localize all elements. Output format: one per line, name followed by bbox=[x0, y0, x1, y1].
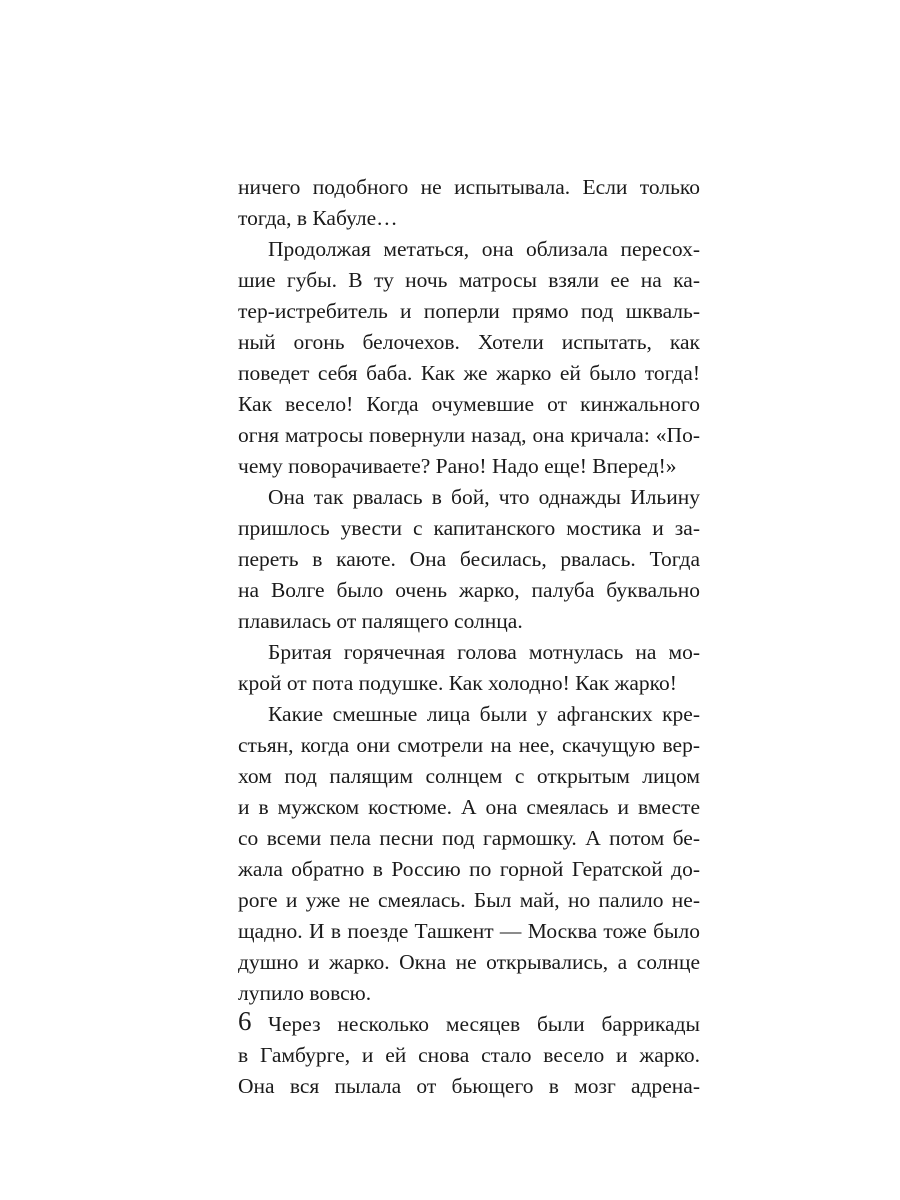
text-line: стьян, когда они смотрели на нее, скачущую вер- bbox=[238, 733, 700, 757]
text-line: со всеми пела песни под гармошку. А потом бе- bbox=[238, 826, 700, 850]
text-line: Бритая горячечная голова мотнулась на мо- bbox=[268, 640, 700, 664]
text-line: тогда, в Кабуле… bbox=[238, 206, 398, 230]
text-line: на Волге было очень жарко, палуба буквально bbox=[238, 578, 700, 602]
text-line: тер-истребитель и поперли прямо под шкваль- bbox=[238, 299, 700, 323]
text-line: Как весело! Когда очумевшие от кинжального bbox=[238, 392, 700, 416]
text-line: в Гамбурге, и ей снова стало весело и жарко. bbox=[238, 1043, 700, 1067]
text-line: ный огонь белочехов. Хотели испытать, как bbox=[238, 330, 700, 354]
body-text bbox=[238, 172, 700, 1102]
text-line: переть в каюте. Она бесилась, рвалась. Тогда bbox=[238, 547, 700, 571]
text-line: и в мужском костюме. А она смеялась и вместе bbox=[238, 795, 700, 819]
text-line: Какие смешные лица были у афганских кре- bbox=[268, 702, 700, 726]
page-number: 6 bbox=[238, 1006, 252, 1036]
text-line: Продолжая метаться, она облизала пересох- bbox=[268, 237, 700, 261]
text-line: роге и уже не смеялась. Был май, но палило не- bbox=[238, 888, 700, 912]
text-line: душно и жарко. Окна не открывались, а солнце bbox=[238, 950, 700, 974]
text-line: чему поворачиваете? Рано! Надо еще! Вперед!» bbox=[238, 454, 677, 478]
text-line: хом под палящим солнцем с открытым лицом bbox=[238, 764, 700, 788]
text-line: Через несколько месяцев были баррикады bbox=[268, 1012, 700, 1036]
text-line: пришлось увести с капитанского мостика и за- bbox=[238, 516, 700, 540]
text-line: Она так рвалась в бой, что однажды Ильину bbox=[268, 485, 700, 509]
text-line: поведет себя баба. Как же жарко ей было тогда! bbox=[238, 361, 700, 385]
text-line: Она вся пылала от бьющего в мозг адрена- bbox=[238, 1074, 700, 1098]
text-line: огня матросы повернули назад, она кричала: «По- bbox=[238, 423, 700, 447]
text-line: плавилась от палящего солнца. bbox=[238, 609, 523, 633]
text-line: шие губы. В ту ночь матросы взяли ее на ка- bbox=[238, 268, 700, 292]
text-line: крой от пота подушке. Как холодно! Как жарко! bbox=[238, 671, 677, 695]
text-line: щадно. И в поезде Ташкент — Москва тоже было bbox=[238, 919, 700, 943]
text-line: жала обратно в Россию по горной Гератской до- bbox=[238, 857, 700, 881]
text-line: лупило вовсю. bbox=[238, 981, 372, 1005]
text-line: ничего подобного не испытывала. Если только bbox=[238, 175, 700, 199]
